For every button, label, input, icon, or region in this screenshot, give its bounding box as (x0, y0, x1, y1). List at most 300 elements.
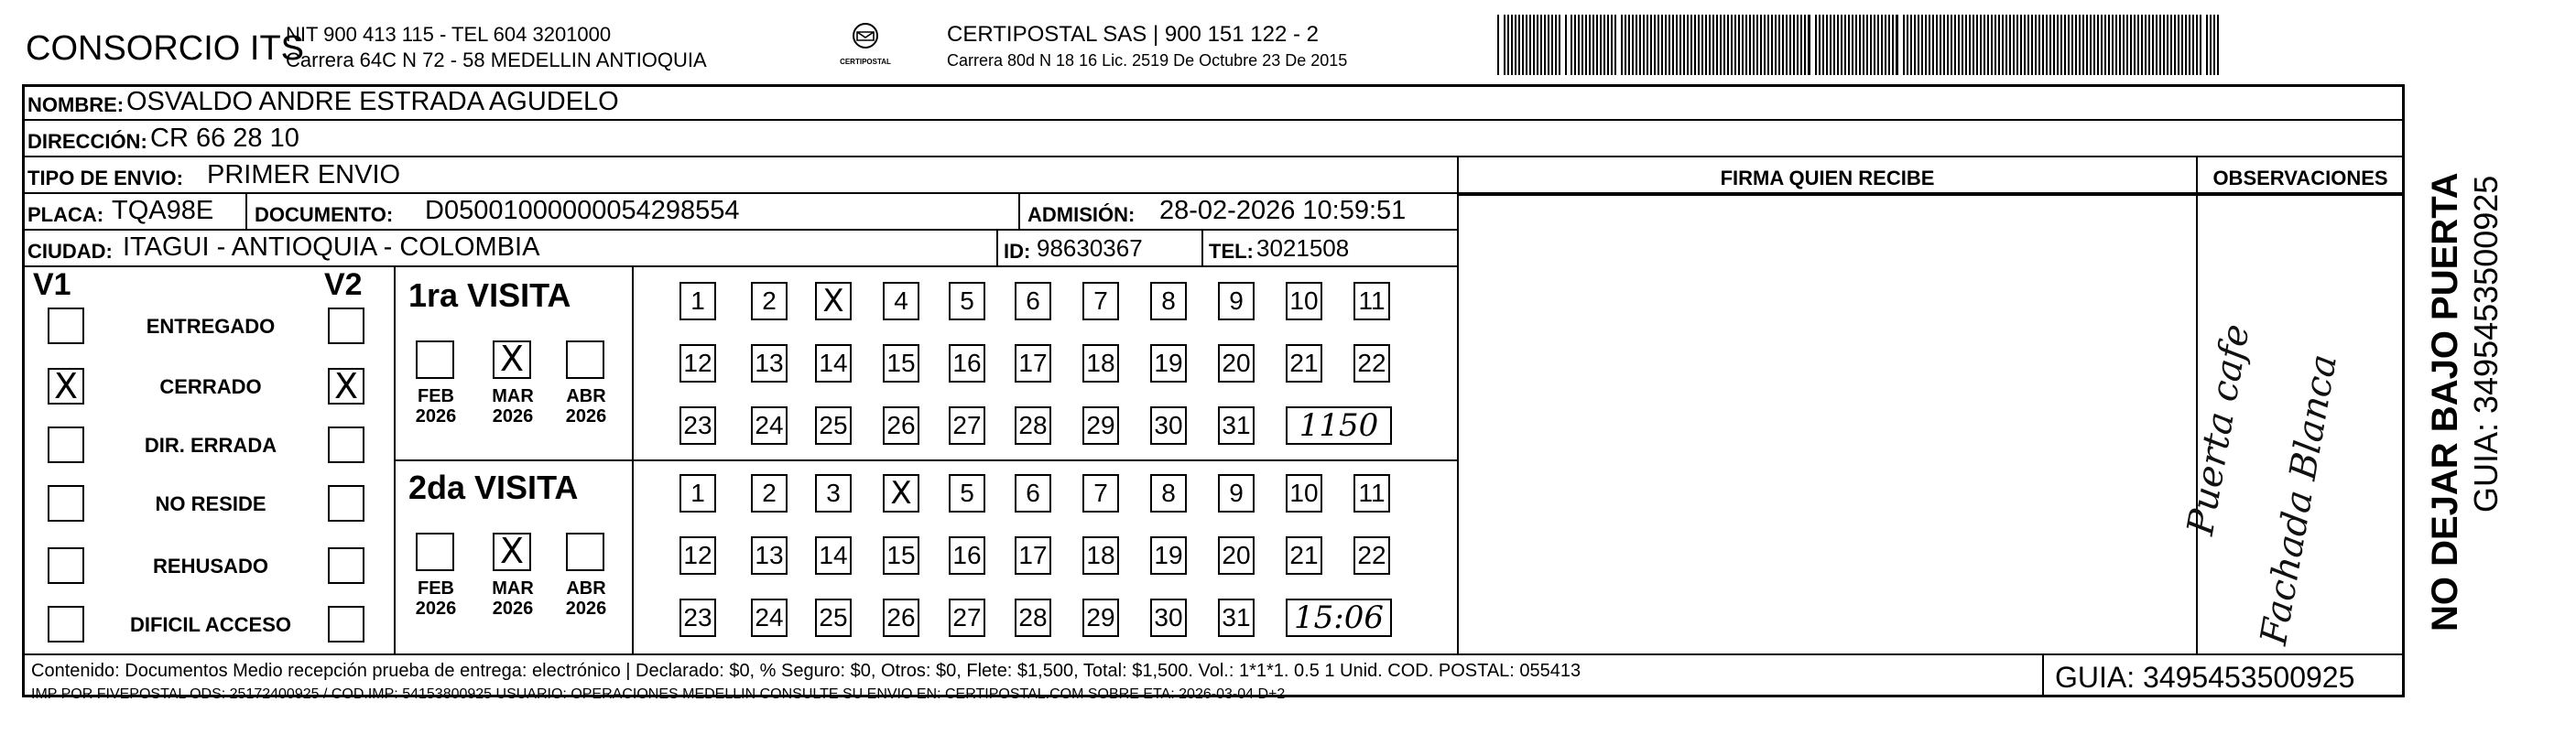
day-box[interactable]: 15 (883, 536, 919, 575)
barcode-bar (2178, 15, 2179, 75)
month-label (408, 386, 463, 426)
barcode-bar (1571, 15, 1572, 75)
day-box[interactable]: 28 (1015, 599, 1051, 637)
barcode-bar (1658, 15, 1659, 75)
barcode-bar (1760, 15, 1762, 75)
barcode-bar (1877, 15, 1879, 75)
barcode-bar (1782, 15, 1784, 75)
barcode-bar (1822, 15, 1824, 75)
day-box[interactable]: 31 (1218, 599, 1255, 637)
barcode-bar (2042, 15, 2044, 75)
day-box[interactable]: 2 (751, 282, 788, 320)
barcode-bar (1611, 15, 1613, 75)
barcode-bar (2108, 15, 2110, 75)
barcode-bar (2093, 15, 2095, 75)
barcode-bar (1679, 15, 1681, 75)
barcode-bar (2174, 15, 2176, 75)
day-box[interactable]: 19 (1150, 344, 1187, 383)
barcode-bar (1800, 15, 1802, 75)
barcode-bar (1621, 15, 1623, 75)
barcode-bar (1881, 15, 1883, 75)
row-direccion (22, 121, 2405, 157)
company-name: CONSORCIO ITS (26, 29, 305, 68)
day-box[interactable]: 8 (1150, 474, 1187, 513)
visit-title: 2da VISITA (408, 469, 579, 506)
day-box[interactable]: 2 (751, 474, 788, 513)
barcode-bar (1991, 15, 1993, 75)
barcode-bar (2024, 15, 2026, 75)
v2-label: V2 (324, 267, 363, 302)
barcode-bar (1661, 15, 1663, 75)
barcode-bar (2148, 15, 2150, 75)
day-box[interactable]: 14 (815, 536, 852, 575)
day-box[interactable]: 6 (1015, 282, 1051, 320)
day-box[interactable]: 12 (679, 536, 716, 575)
day-box[interactable]: 26 (883, 599, 919, 637)
day-box[interactable]: 7 (1082, 282, 1119, 320)
v1-checkbox[interactable]: X (48, 368, 84, 405)
barcode-bar (1903, 15, 1905, 75)
barcode-bar (1852, 15, 1853, 75)
footer-contenido: Contenido: Documentos Medio recepción prueba de entrega: electrónico | Declarado: $0, % Seguro: $0, Otros: $0, Flete: $1,500, Total: $1,500. Vol.: 1*1*1. 0.5 1 Unid. COD. POSTAL: 055413 (31, 661, 1581, 681)
day-box[interactable]: 29 (1082, 406, 1119, 445)
status-option-label: CERRADO (159, 375, 262, 398)
barcode-bar (2217, 15, 2219, 75)
v2-checkbox[interactable]: X (328, 368, 364, 405)
barcode-bar (1683, 15, 1685, 75)
barcode-bar (1654, 15, 1656, 75)
day-box[interactable]: 13 (751, 344, 788, 383)
barcode-bar (2167, 15, 2168, 75)
tel-label: TEL: (1209, 240, 1254, 263)
barcode-bar (1833, 15, 1835, 75)
barcode-bar (2082, 15, 2084, 75)
barcode-bar (2053, 15, 2055, 75)
day-box[interactable]: 3 (815, 474, 852, 513)
day-box[interactable]: 18 (1082, 344, 1119, 383)
barcode-bar (2137, 15, 2139, 75)
logo-wordmark: CERTIPOSTAL (840, 58, 891, 66)
barcode-bar (2206, 15, 2208, 75)
barcode-bar (2145, 15, 2147, 75)
barcode-bar (1921, 15, 1923, 75)
barcode-bar (1918, 15, 1919, 75)
barcode-bar (2097, 15, 2099, 75)
day-box[interactable]: 24 (751, 599, 788, 637)
barcode-bar (1775, 15, 1777, 75)
day-box[interactable]: 10 (1286, 282, 1322, 320)
barcode-bar (1712, 15, 1714, 75)
day-box[interactable]: 16 (949, 344, 985, 383)
day-box[interactable]: 12 (679, 344, 716, 383)
day-box[interactable]: 18 (1082, 536, 1119, 575)
day-box[interactable]: 20 (1218, 536, 1255, 575)
barcode-bar (2031, 15, 2033, 75)
month-label (485, 578, 540, 619)
day-box[interactable]: 22 (1353, 344, 1390, 383)
barcode-bar (2112, 15, 2114, 75)
barcode-bar (1650, 15, 1652, 75)
barcode-bar (2163, 15, 2165, 75)
day-box[interactable]: 25 (815, 406, 852, 445)
day-box[interactable]: 9 (1218, 282, 1255, 320)
day-box[interactable]: 13 (751, 536, 788, 575)
barcode-bar (1837, 15, 1839, 75)
day-box[interactable]: 5 (949, 282, 985, 320)
month-checkbox[interactable]: X (493, 340, 531, 379)
barcode-bar (1734, 15, 1736, 75)
barcode-bar (2027, 15, 2029, 75)
barcode-bar (1574, 15, 1576, 75)
placa-label: PLACA: (27, 203, 104, 226)
barcode-bar (1731, 15, 1733, 75)
barcode-bar (2123, 15, 2125, 75)
barcode-bar (1943, 15, 1945, 75)
month-checkbox[interactable] (566, 340, 604, 379)
month-year: 2026 (565, 406, 607, 426)
barcode-bar (1973, 15, 1974, 75)
day-box[interactable]: 19 (1150, 536, 1187, 575)
month-name: ABR (566, 578, 606, 599)
barcode-bar (2002, 15, 2004, 75)
month-name: ABR (566, 386, 606, 406)
barcode-bar (1815, 15, 1817, 75)
barcode-bar (1742, 15, 1744, 75)
day-box[interactable]: 29 (1082, 599, 1119, 637)
month-checkbox[interactable]: X (493, 533, 531, 571)
carrier-address: Carrera 80d N 18 16 Lic. 2519 De Octubre 23 De 2015 (947, 51, 1348, 70)
barcode-bar (2060, 15, 2062, 75)
barcode-bar (1603, 15, 1605, 75)
barcode-bar (1507, 15, 1509, 75)
direccion-value: CR 66 28 10 (150, 124, 299, 153)
day-box[interactable]: 21 (1286, 536, 1322, 575)
barcode-bar (1607, 15, 1609, 75)
barcode-bar (1826, 15, 1828, 75)
barcode-bar (1962, 15, 1963, 75)
barcode-bar (2020, 15, 2022, 75)
day-box[interactable]: 1 (679, 282, 716, 320)
barcode-bar (2101, 15, 2103, 75)
month-label (559, 386, 614, 426)
barcode-bar (1797, 15, 1799, 75)
barcode-bar (1727, 15, 1729, 75)
barcode-bar (2192, 15, 2194, 75)
barcode-bar (2071, 15, 2073, 75)
barcode-bar (1936, 15, 1938, 75)
status-option-label: ENTREGADO (146, 315, 276, 338)
barcode-bar (1885, 15, 1886, 75)
day-box[interactable]: 30 (1150, 599, 1187, 637)
barcode-bar (1720, 15, 1722, 75)
company-address: Carrera 64C N 72 - 58 MEDELLIN ANTIOQUIA (286, 49, 707, 71)
barcode-bar (1522, 15, 1524, 75)
barcode-bar (1614, 15, 1616, 75)
barcode-bar (2068, 15, 2070, 75)
nombre-value: OSVALDO ANDRE ESTRADA AGUDELO (126, 87, 619, 116)
barcode-bar (2196, 15, 2198, 75)
barcode-bar (1581, 15, 1583, 75)
barcode-bar (1672, 15, 1674, 75)
month-checkbox[interactable] (416, 533, 454, 571)
day-box[interactable]: X (883, 474, 919, 513)
day-box[interactable]: 8 (1150, 282, 1187, 320)
carrier-name: CERTIPOSTAL SAS | 900 151 122 - 2 (947, 22, 1319, 47)
barcode-bar (1625, 15, 1626, 75)
barcode-bar (2181, 15, 2183, 75)
company-info (286, 22, 707, 73)
barcode-bar (1526, 15, 1527, 75)
barcode-bar (1559, 15, 1560, 75)
barcode-bar (1565, 15, 1567, 75)
barcode-bar (2035, 15, 2037, 75)
visit-time[interactable]: 15:06 (1286, 599, 1392, 637)
barcode-bar (1907, 15, 1908, 75)
month-year: 2026 (492, 599, 534, 619)
barcode-bar (2130, 15, 2132, 75)
barcode-bar (1841, 15, 1842, 75)
barcode-bar (1698, 15, 1700, 75)
status-option-label: DIR. ERRADA (144, 434, 277, 457)
barcode-bar (1544, 15, 1546, 75)
barcode-bar (1896, 15, 1898, 75)
day-box[interactable]: 9 (1218, 474, 1255, 513)
status-option-label: REHUSADO (153, 555, 268, 578)
barcode-bar (1789, 15, 1791, 75)
barcode-bar (1984, 15, 1985, 75)
barcode-bar (2152, 15, 2154, 75)
day-box[interactable]: 23 (679, 406, 716, 445)
carrier-info (947, 22, 1347, 73)
v1-checkbox[interactable] (48, 308, 84, 344)
placa-value: TQA98E (112, 196, 214, 225)
day-box[interactable]: 11 (1353, 474, 1390, 513)
v2-checkbox[interactable] (328, 606, 364, 642)
barcode-bar (1639, 15, 1641, 75)
barcode-bar (2086, 15, 2088, 75)
signature-area[interactable] (1459, 196, 2196, 652)
barcode-bar (2134, 15, 2136, 75)
barcode-bar (1786, 15, 1788, 75)
status-option-label: NO RESIDE (155, 492, 266, 515)
day-box[interactable]: 1 (679, 474, 716, 513)
barcode-bar (1592, 15, 1594, 75)
day-box[interactable]: 24 (751, 406, 788, 445)
observaciones-note-2: Fachada Blanca (2253, 351, 2346, 648)
barcode-bar (1636, 15, 1637, 75)
barcode-bar (1540, 15, 1542, 75)
barcode-bar (1647, 15, 1648, 75)
day-box[interactable]: X (815, 282, 852, 320)
month-name: MAR (492, 578, 534, 599)
day-box[interactable]: 28 (1015, 406, 1051, 445)
barcode-bar (1600, 15, 1602, 75)
v1-checkbox[interactable] (48, 426, 84, 463)
day-box[interactable]: 10 (1286, 474, 1322, 513)
barcode-bar (2013, 15, 2015, 75)
day-box[interactable]: 6 (1015, 474, 1051, 513)
day-box[interactable]: 21 (1286, 344, 1322, 383)
barcode-bar (1808, 15, 1810, 75)
side-guia: GUIA: 3495453500925 (2467, 175, 2505, 513)
day-box[interactable]: 23 (679, 599, 716, 637)
barcode-bar (1844, 15, 1846, 75)
month-checkbox[interactable] (416, 340, 454, 379)
admision-value: 28-02-2026 10:59:51 (1159, 196, 1407, 225)
day-box[interactable]: 30 (1150, 406, 1187, 445)
barcode-bar (1954, 15, 1956, 75)
barcode-bar (1980, 15, 1982, 75)
barcode-bar (2213, 15, 2215, 75)
month-name: MAR (492, 386, 534, 406)
certipostal-logo (829, 22, 902, 66)
barcode-bar (1497, 15, 1499, 75)
barcode-bar (1694, 15, 1696, 75)
barcode-bar (1529, 15, 1531, 75)
direccion-label: DIRECCIÓN: (27, 130, 147, 153)
barcode-bar (1793, 15, 1795, 75)
month-label (559, 578, 614, 619)
v1-checkbox[interactable] (48, 606, 84, 642)
day-box[interactable]: 5 (949, 474, 985, 513)
barcode-bar (2064, 15, 2066, 75)
firma-label: FIRMA QUIEN RECIBE (1720, 167, 1935, 189)
day-box[interactable]: 27 (949, 406, 985, 445)
barcode-bar (1643, 15, 1645, 75)
barcode-bar (2185, 15, 2187, 75)
barcode-bar (1767, 15, 1769, 75)
barcode-bar (1723, 15, 1725, 75)
day-box[interactable]: 11 (1353, 282, 1390, 320)
barcode-bar (2200, 15, 2201, 75)
v2-checkbox[interactable] (328, 485, 364, 522)
barcode-bar (1511, 15, 1513, 75)
ciudad-label: CIUDAD: (27, 240, 113, 263)
barcode-bar (1914, 15, 1916, 75)
barcode-bar (1504, 15, 1505, 75)
day-box[interactable]: 7 (1082, 474, 1119, 513)
ciudad-value: ITAGUI - ANTIOQUIA - COLOMBIA (123, 232, 540, 262)
barcode (1497, 15, 2225, 75)
barcode-bar (1848, 15, 1850, 75)
barcode-bar (2104, 15, 2106, 75)
barcode-bar (2115, 15, 2117, 75)
barcode-bar (1738, 15, 1740, 75)
barcode-bar (1764, 15, 1766, 75)
barcode-bar (1987, 15, 1989, 75)
barcode-bar (2159, 15, 2161, 75)
barcode-bar (2046, 15, 2048, 75)
day-box[interactable]: 14 (815, 344, 852, 383)
barcode-bar (1947, 15, 1949, 75)
barcode-bar (1665, 15, 1667, 75)
id-value: 98630367 (1037, 234, 1143, 262)
day-box[interactable]: 17 (1015, 344, 1051, 383)
day-box[interactable]: 26 (883, 406, 919, 445)
day-box[interactable]: 25 (815, 599, 852, 637)
barcode-bar (1969, 15, 1971, 75)
day-box[interactable]: 22 (1353, 536, 1390, 575)
visit-time[interactable]: 1150 (1286, 406, 1392, 445)
envelope-logo-icon (849, 22, 882, 53)
barcode-bar (2141, 15, 2143, 75)
barcode-bar (1753, 15, 1755, 75)
id-label: ID: (1004, 240, 1031, 263)
barcode-bar (2016, 15, 2018, 75)
v1-checkbox[interactable] (48, 485, 84, 522)
observaciones-label: OBSERVACIONES (2212, 167, 2388, 189)
barcode-bar (1888, 15, 1890, 75)
barcode-bar (1578, 15, 1580, 75)
documento-label: DOCUMENTO: (255, 203, 394, 226)
barcode-bar (1596, 15, 1598, 75)
barcode-bar (2049, 15, 2051, 75)
day-box[interactable]: 15 (883, 344, 919, 383)
barcode-bar (1515, 15, 1516, 75)
barcode-bar (1533, 15, 1535, 75)
day-box[interactable]: 17 (1015, 536, 1051, 575)
barcode-bar (1668, 15, 1670, 75)
barcode-bar (1951, 15, 1952, 75)
month-label (485, 386, 540, 426)
barcode-bar (1778, 15, 1780, 75)
visit-title: 1ra VISITA (408, 276, 571, 314)
company-nit-tel: NIT 900 413 115 - TEL 604 3201000 (286, 23, 612, 46)
barcode-bar (2126, 15, 2128, 75)
barcode-bar (1976, 15, 1978, 75)
barcode-bar (2079, 15, 2081, 75)
day-box[interactable]: 31 (1218, 406, 1255, 445)
tipo-label: TIPO DE ENVIO: (27, 167, 183, 189)
day-box[interactable]: 4 (883, 282, 919, 320)
barcode-bar (1555, 15, 1557, 75)
barcode-bar (1965, 15, 1967, 75)
barcode-bar (1910, 15, 1912, 75)
nombre-label: NOMBRE: (27, 93, 125, 116)
month-year: 2026 (415, 406, 457, 426)
footer-imp: IMP POR FIVEPOSTAL ODS: 25172400925 / COD.IMP: 54153800925 USUARIO: OPERACIONES MEDELLIN CONSULTE SU ENVIO EN: CERTIPOSTAL.COM SOBRE ETA: 2026-03-04 D+2 (31, 686, 1286, 702)
barcode-bar (1701, 15, 1703, 75)
v1-checkbox[interactable] (48, 547, 84, 584)
v2-checkbox[interactable] (328, 547, 364, 584)
barcode-bar (1998, 15, 2000, 75)
day-box[interactable]: 27 (949, 599, 985, 637)
barcode-bar (1804, 15, 1806, 75)
barcode-bar (2038, 15, 2040, 75)
tel-value: 3021508 (1256, 234, 1350, 262)
barcode-bar (1866, 15, 1868, 75)
observaciones-note-1: Puerta cafe (2179, 320, 2258, 538)
barcode-bar (1870, 15, 1872, 75)
barcode-bar (1929, 15, 1930, 75)
barcode-bar (1745, 15, 1747, 75)
v2-checkbox[interactable] (328, 308, 364, 344)
documento-value: D05001000000054298554 (425, 196, 740, 225)
barcode-bar (1958, 15, 1960, 75)
footer-guia: GUIA: 3495453500925 (2055, 661, 2355, 694)
day-box[interactable]: 20 (1218, 344, 1255, 383)
month-label (408, 578, 463, 619)
barcode-bar (1537, 15, 1538, 75)
month-year: 2026 (492, 406, 534, 426)
v2-checkbox[interactable] (328, 426, 364, 463)
barcode-bar (1994, 15, 1996, 75)
barcode-bar (2210, 15, 2212, 75)
month-name: FEB (418, 386, 454, 406)
month-checkbox[interactable] (566, 533, 604, 571)
admision-label: ADMISIÓN: (1027, 203, 1136, 226)
day-box[interactable]: 16 (949, 536, 985, 575)
